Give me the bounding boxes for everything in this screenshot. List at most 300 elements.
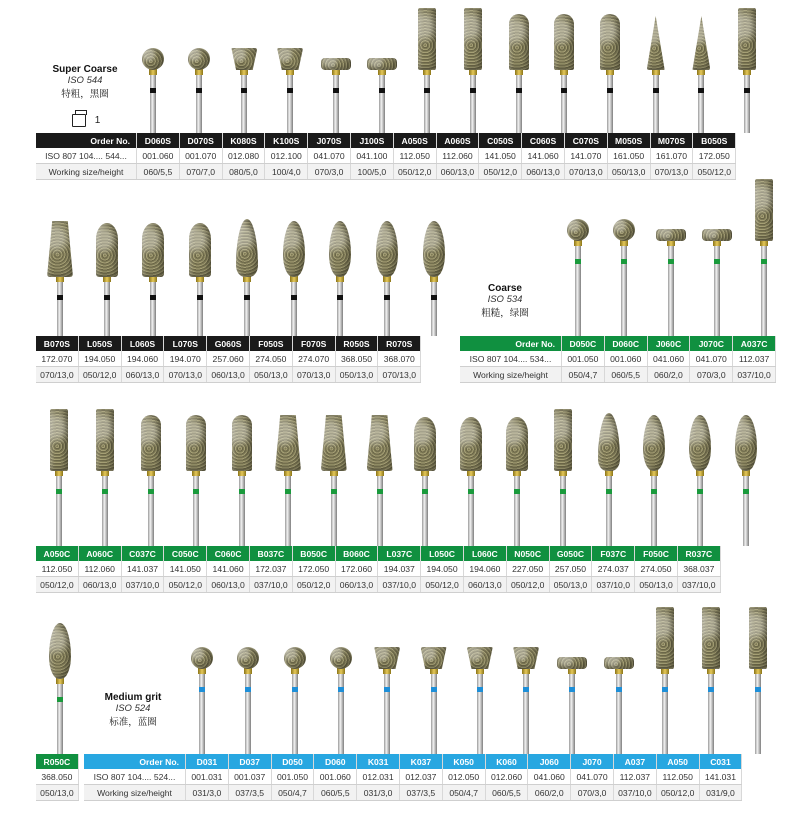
bur-wheel <box>599 610 639 754</box>
bur-cyl <box>727 0 767 133</box>
iso-code: 012.100 <box>265 148 308 164</box>
order-code: L060C <box>463 546 506 561</box>
bur-shank <box>102 476 108 546</box>
working-size-label: Working size/height <box>460 367 562 383</box>
iso-code: 041.070 <box>690 351 733 367</box>
bur-shank <box>697 476 703 546</box>
bur-taper-round <box>180 200 220 336</box>
bur-shank <box>196 75 202 133</box>
bur-cyl <box>39 400 79 546</box>
working-size: 050/13,0 <box>335 367 378 383</box>
bur-head <box>367 415 393 471</box>
working-size: 070/13,0 <box>564 164 607 180</box>
bur-ball <box>133 0 173 133</box>
working-size: 070/13,0 <box>292 367 335 383</box>
bur-grit-band <box>197 295 203 300</box>
working-size: 037/10,0 <box>613 785 656 801</box>
working-size-label: Working size/height <box>36 164 137 180</box>
grade-iso: ISO 524 <box>115 703 151 714</box>
bur-cyl <box>543 400 583 546</box>
bur-head <box>656 607 674 669</box>
bur-grit-band <box>621 259 627 264</box>
bur-head <box>321 415 347 471</box>
bur-ball <box>182 610 222 754</box>
working-size: 050/12,0 <box>693 164 736 180</box>
order-code: F050C <box>635 546 678 561</box>
bur-cyl-round <box>544 0 584 133</box>
table-row <box>84 769 742 785</box>
order-code: D060C <box>604 336 647 351</box>
order-code: R037C <box>677 546 720 561</box>
bur-grit-band <box>285 489 291 494</box>
bur-taper-round <box>497 400 537 546</box>
bur-flame <box>589 400 629 546</box>
iso-code: 112.050 <box>656 769 699 785</box>
working-size: 050/12,0 <box>164 577 207 593</box>
iso-code: 012.037 <box>399 769 442 785</box>
bur-grit-band <box>523 687 529 692</box>
bur-grit-band <box>150 88 156 93</box>
bur-shank <box>744 75 750 133</box>
bur-head <box>142 223 164 277</box>
order-code: D031 <box>186 754 229 769</box>
bur-head <box>49 623 71 679</box>
iso-code: 368.050 <box>36 769 78 785</box>
working-size: 060/13,0 <box>436 164 479 180</box>
iso-code: 274.070 <box>292 351 335 367</box>
iso-code: 172.070 <box>36 351 78 367</box>
bur-grit-band <box>651 489 657 494</box>
bur-shank <box>292 674 298 754</box>
bur-shank <box>377 476 383 546</box>
bur-row-4 <box>0 610 800 754</box>
bur-head <box>232 415 252 471</box>
order-code: D050C <box>562 336 605 351</box>
order-code: A037C <box>733 336 776 351</box>
working-size: 100/5,0 <box>350 164 393 180</box>
bur-shank <box>379 75 385 133</box>
bur-taper <box>40 200 80 336</box>
bur-head <box>460 417 482 471</box>
working-size: 070/7,0 <box>179 164 222 180</box>
working-size: 050/13,0 <box>36 785 78 801</box>
order-code: M050S <box>607 133 650 148</box>
working-size: 060/13,0 <box>522 164 565 180</box>
order-code: F037C <box>592 546 635 561</box>
bur-shank <box>569 674 575 754</box>
bur-cone-inv <box>270 0 310 133</box>
order-code: R050S <box>335 336 378 351</box>
bur-head <box>702 607 720 669</box>
iso-code: 141.070 <box>564 148 607 164</box>
bur-shank <box>337 282 343 336</box>
iso-code: 001.050 <box>271 769 314 785</box>
order-code: D050 <box>271 754 314 769</box>
table-row <box>36 351 421 367</box>
iso-code: 172.050 <box>292 561 335 577</box>
bur-ball <box>275 610 315 754</box>
bur-head <box>47 221 73 277</box>
table-row <box>36 164 736 180</box>
working-size: 031/3,0 <box>186 785 229 801</box>
iso-code: 274.037 <box>592 561 635 577</box>
bur-point <box>681 0 721 133</box>
iso-code: 041.070 <box>571 769 614 785</box>
iso-code: 257.060 <box>207 351 250 367</box>
working-size: 070/3,0 <box>308 164 351 180</box>
bur-shank <box>245 674 251 754</box>
bur-cyl <box>407 0 447 133</box>
bur-egg <box>40 610 80 754</box>
bur-grit-band <box>244 295 250 300</box>
bur-head <box>231 48 257 70</box>
bur-head <box>277 48 303 70</box>
bur-grit-band <box>333 88 339 93</box>
bur-head <box>142 48 164 70</box>
order-code: B050C <box>292 546 335 561</box>
bur-head <box>600 14 620 70</box>
iso-code: 227.050 <box>506 561 549 577</box>
bur-grit-band <box>431 687 437 692</box>
bur-shank <box>291 282 297 336</box>
bur-shank <box>148 476 154 546</box>
bur-cyl <box>453 0 493 133</box>
working-size: 100/4,0 <box>265 164 308 180</box>
bur-grit-band <box>708 687 714 692</box>
bur-grit-band <box>743 489 749 494</box>
order-code: C060C <box>207 546 250 561</box>
spec-table <box>460 336 776 383</box>
bur-grit-band <box>422 489 428 494</box>
bur-shank <box>104 282 110 336</box>
grade-iso: ISO 534 <box>487 294 523 305</box>
bur-head <box>189 223 211 277</box>
bur-grit-band <box>196 88 202 93</box>
bur-head <box>374 647 400 669</box>
bur-shank <box>431 282 437 336</box>
working-size: 060/13,0 <box>335 577 378 593</box>
working-size: 031/9,0 <box>699 785 742 801</box>
bur-shank <box>422 476 428 546</box>
bur-shank <box>56 476 62 546</box>
bur-head <box>188 48 210 70</box>
iso-code: 172.060 <box>335 561 378 577</box>
order-code: F070S <box>292 336 335 351</box>
order-code: K060 <box>485 754 528 769</box>
working-size: 060/5,5 <box>314 785 357 801</box>
bur-cyl <box>691 610 731 754</box>
table-header-row <box>36 546 720 561</box>
bur-taper-round <box>451 400 491 546</box>
order-no-label: Order No. <box>84 754 186 769</box>
bur-shank <box>431 674 437 754</box>
working-size: 060/2,0 <box>647 367 690 383</box>
order-code: K080S <box>222 133 265 148</box>
bur-ball <box>604 200 644 336</box>
bur-grit-band <box>239 489 245 494</box>
bur-head <box>367 58 397 70</box>
bur-row-3 <box>0 400 800 546</box>
iso-code: 012.060 <box>485 769 528 785</box>
bur-shank <box>523 674 529 754</box>
bur-egg <box>634 400 674 546</box>
bur-shank <box>516 75 522 133</box>
working-size: 031/3,0 <box>357 785 400 801</box>
bur-head <box>467 647 493 669</box>
working-size: 050/12,0 <box>421 577 464 593</box>
bur-shank <box>560 476 566 546</box>
bur-cone-inv <box>414 610 454 754</box>
working-size: 060/13,0 <box>121 367 164 383</box>
grade-name: Super Coarse <box>52 64 118 75</box>
order-code: J070 <box>571 754 614 769</box>
table-row <box>36 561 720 577</box>
bur-shank <box>57 282 63 336</box>
order-code: A037 <box>613 754 656 769</box>
working-size: 070/13,0 <box>164 367 207 383</box>
bur-grit-band <box>744 88 750 93</box>
bur-egg <box>367 200 407 336</box>
order-code: K031 <box>357 754 400 769</box>
spec-table <box>36 754 79 801</box>
bur-head <box>330 647 352 669</box>
bur-head <box>414 417 436 471</box>
bur-grit-band <box>57 295 63 300</box>
bur-head <box>557 657 587 669</box>
iso-code: 141.050 <box>479 148 522 164</box>
bur-egg <box>414 200 454 336</box>
order-code: B060C <box>335 546 378 561</box>
iso-code: 194.050 <box>78 351 121 367</box>
working-size: 070/13,0 <box>650 164 693 180</box>
bur-head <box>321 58 351 70</box>
iso-code: 172.050 <box>693 148 736 164</box>
iso-code: 161.070 <box>650 148 693 164</box>
bur-head <box>275 415 301 471</box>
bur-shank <box>698 75 704 133</box>
bur-row-1 <box>0 0 800 133</box>
bur-head <box>506 417 528 471</box>
bur-cone-inv <box>367 610 407 754</box>
iso-code: 194.060 <box>121 351 164 367</box>
order-code: C050S <box>479 133 522 148</box>
order-code: L037C <box>378 546 421 561</box>
working-size: 060/5,5 <box>604 367 647 383</box>
bur-flame <box>227 200 267 336</box>
table-row <box>36 148 736 164</box>
order-code: R050C <box>36 754 78 769</box>
iso-code: 041.100 <box>350 148 393 164</box>
bur-head <box>613 219 635 241</box>
working-size: 060/2,0 <box>528 785 571 801</box>
working-size: 037/10,0 <box>378 577 421 593</box>
order-code: K050 <box>442 754 485 769</box>
order-code: B070S <box>36 336 78 351</box>
iso-code: 112.050 <box>393 148 436 164</box>
bur-ball <box>228 610 268 754</box>
iso-code: 112.060 <box>436 148 479 164</box>
bur-grit-band <box>102 489 108 494</box>
iso-code: 194.050 <box>421 561 464 577</box>
bur-head <box>284 647 306 669</box>
bur-cyl-round <box>176 400 216 546</box>
bur-shank <box>616 674 622 754</box>
grade-chinese: 特粗，黑圈 <box>61 89 109 100</box>
order-code: L050S <box>78 336 121 351</box>
bur-shank <box>57 684 63 754</box>
order-no-label: Order No. <box>460 336 562 351</box>
order-code: K037 <box>399 754 442 769</box>
iso-code: 368.050 <box>335 351 378 367</box>
working-size: 050/4,7 <box>271 785 314 801</box>
iso-code: 161.050 <box>607 148 650 164</box>
bur-shank <box>150 282 156 336</box>
bur-head <box>186 415 206 471</box>
iso-code: 141.050 <box>164 561 207 577</box>
bur-head <box>755 179 773 241</box>
bur-ball <box>179 0 219 133</box>
bur-shank <box>607 75 613 133</box>
order-code: J100S <box>350 133 393 148</box>
iso-code: 141.060 <box>522 148 565 164</box>
bur-grit-band <box>514 489 520 494</box>
bur-grit-band <box>199 687 205 692</box>
bur-egg <box>320 200 360 336</box>
working-size: 050/12,0 <box>36 577 78 593</box>
bur-cone-inv <box>224 0 264 133</box>
bur-head <box>376 221 398 277</box>
bur-wheel <box>697 200 737 336</box>
working-size: 050/13,0 <box>549 577 592 593</box>
bur-row-2 <box>0 200 800 336</box>
iso-code: 112.050 <box>36 561 78 577</box>
working-size: 037/3,5 <box>228 785 271 801</box>
bur-grit-band <box>424 88 430 93</box>
table-row <box>36 367 421 383</box>
bur-head <box>464 8 482 70</box>
working-size: 060/5,5 <box>485 785 528 801</box>
iso-code: 194.060 <box>463 561 506 577</box>
working-size: 050/13,0 <box>249 367 292 383</box>
bur-wheel <box>552 610 592 754</box>
order-code: G060S <box>207 336 250 351</box>
bur-head <box>656 229 686 241</box>
bur-cyl-round <box>590 0 630 133</box>
bur-head <box>567 219 589 241</box>
bur-cyl-round <box>499 0 539 133</box>
order-code: D060 <box>314 754 357 769</box>
bur-shank <box>384 674 390 754</box>
order-code: A050 <box>656 754 699 769</box>
bur-head <box>423 221 445 277</box>
iso-code: 257.050 <box>549 561 592 577</box>
bur-shank <box>708 674 714 754</box>
bur-grit-band <box>653 88 659 93</box>
bur-head <box>50 409 68 471</box>
iso-code: 001.031 <box>186 769 229 785</box>
order-code: L070S <box>164 336 207 351</box>
iso-code: 141.031 <box>699 769 742 785</box>
bur-grit-band <box>292 687 298 692</box>
bur-head <box>509 14 529 70</box>
working-size: 037/10,0 <box>121 577 164 593</box>
table-row <box>36 785 78 801</box>
working-size: 060/5,5 <box>137 164 180 180</box>
table-row <box>460 351 775 367</box>
iso-code-label: ISO 807 104.... 534... <box>460 351 562 367</box>
bur-grit-band <box>379 88 385 93</box>
bur-head <box>735 415 757 471</box>
iso-code: 194.037 <box>378 561 421 577</box>
bur-shank <box>653 75 659 133</box>
order-code: C060S <box>522 133 565 148</box>
bur-shank <box>199 674 205 754</box>
bur-grit-band <box>56 489 62 494</box>
order-code: A050S <box>393 133 436 148</box>
bur-head <box>513 647 539 669</box>
bur-cyl <box>744 200 784 336</box>
bur-head <box>738 8 756 70</box>
bur-grit-band <box>616 687 622 692</box>
iso-code: 172.037 <box>249 561 292 577</box>
bur-head <box>598 413 620 471</box>
iso-code: 112.037 <box>613 769 656 785</box>
bur-shank <box>384 282 390 336</box>
bur-grit-band <box>291 295 297 300</box>
order-code: J060C <box>647 336 690 351</box>
bur-head <box>236 219 258 277</box>
bur-shank <box>470 75 476 133</box>
bur-grit-band <box>470 88 476 93</box>
order-code: C037C <box>121 546 164 561</box>
iso-code: 194.070 <box>164 351 207 367</box>
order-code: N050C <box>506 546 549 561</box>
order-code: D060S <box>137 133 180 148</box>
working-size: 037/10,0 <box>733 367 776 383</box>
bur-head <box>237 647 259 669</box>
bur-shank <box>150 75 156 133</box>
bur-head <box>554 409 572 471</box>
order-code: C070S <box>564 133 607 148</box>
bur-head <box>96 409 114 471</box>
bur-grit-band <box>148 489 154 494</box>
table-row <box>84 785 742 801</box>
working-size: 070/3,0 <box>690 367 733 383</box>
working-size: 037/10,0 <box>677 577 720 593</box>
working-size: 037/10,0 <box>592 577 635 593</box>
bur-grit-band <box>241 88 247 93</box>
iso-code: 001.037 <box>228 769 271 785</box>
bur-egg <box>726 400 766 546</box>
bur-ball <box>321 610 361 754</box>
bur-grit-band <box>755 687 761 692</box>
bur-grit-band <box>287 88 293 93</box>
grade-iso: ISO 544 <box>67 75 103 86</box>
bur-grit-band <box>714 259 720 264</box>
working-size: 037/3,5 <box>399 785 442 801</box>
bur-cone-inv <box>460 610 500 754</box>
bur-head <box>283 221 305 277</box>
iso-code: 141.037 <box>121 561 164 577</box>
bur-grit-band <box>606 489 612 494</box>
bur-grit-band <box>477 687 483 692</box>
order-code: B037C <box>249 546 292 561</box>
bur-grit-band <box>104 295 110 300</box>
working-size: 080/5,0 <box>222 164 265 180</box>
iso-code-label: ISO 807 104.... 544... <box>36 148 137 164</box>
iso-code-label: ISO 807 104.... 524... <box>84 769 186 785</box>
bur-grit-band <box>377 489 383 494</box>
